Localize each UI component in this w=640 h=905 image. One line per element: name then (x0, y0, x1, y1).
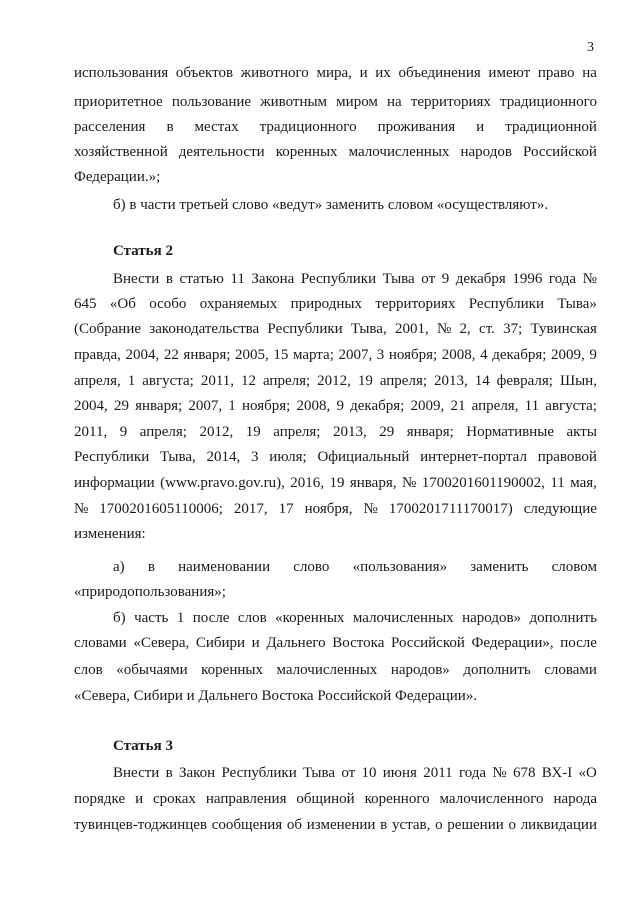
text-line: порядке и сроках направления общиной коренного малочисленного народа (74, 791, 597, 807)
section-heading: Статья 3 (113, 738, 173, 754)
text-line: № 1700201605110006; 2017, 17 ноября, № 1700201711170017) следующие (74, 501, 597, 517)
text-line: расселения в местах традиционного проживания и традиционной (74, 119, 597, 135)
text-line: 645 «Об особо охраняемых природных территориях Республики Тыва» (74, 296, 597, 312)
text-line: «природопользования»; (74, 584, 226, 600)
text-line: Федерации.»; (74, 169, 161, 185)
text-line: приоритетное пользование животным миром на территориях традиционного (74, 94, 597, 110)
text-line: Внести в Закон Республики Тыва от 10 июня 2011 года № 678 ВХ-I «О (113, 765, 597, 781)
text-line: словами «Севера, Сибири и Дальнего Востока Российской Федерации», после (74, 635, 597, 651)
text-line: информации (www.pravo.gov.ru), 2016, 19 января, № 1700201601190002, 11 мая, (74, 475, 597, 491)
text-line: б) в части третьей слово «ведут» заменить словом «осуществляют». (113, 197, 549, 213)
text-line: (Собрание законодательства Республики Тыва, 2001, № 2, ст. 37; Тувинская (74, 321, 597, 337)
text-line: Внести в статью 11 Закона Республики Тыва от 9 декабря 1996 года № (113, 271, 597, 287)
text-line: 2004, 29 января; 2007, 1 ноября; 2008, 9 декабря; 2009, 21 апреля, 11 августа; (74, 398, 597, 414)
page-number: 3 (587, 40, 594, 55)
text-line: 2011, 9 апреля; 2012, 19 апреля; 2013, 29 января; Нормативные акты (74, 424, 597, 440)
text-line: слов «обычаями коренных малочисленных народов» дополнить словами (74, 662, 597, 678)
text-line: тувинцев-тоджинцев сообщения об изменении в устав, о решении о ликвидации (74, 817, 597, 833)
text-line: апреля, 1 августа; 2011, 12 апреля; 2012, 19 апреля; 2013, 14 февраля; Шын, (74, 373, 597, 389)
text-line: изменения: (74, 526, 146, 542)
section-heading: Статья 2 (113, 243, 173, 259)
text-line: использования объектов животного мира, и их объединения имеют право на (74, 65, 597, 81)
text-line: правда, 2004, 22 января; 2005, 15 марта; 2007, 3 ноября; 2008, 4 декабря; 2009, 9 (74, 347, 597, 363)
text-line: б) часть 1 после слов «коренных малочисленных народов» дополнить (113, 610, 597, 626)
text-line: а) в наименовании слово «пользования» заменить словом (113, 559, 597, 575)
text-line: Республики Тыва, 2014, 3 июля; Официальный интернет-портал правовой (74, 449, 597, 465)
text-line: «Севера, Сибири и Дальнего Востока Российской Федерации». (74, 688, 478, 704)
text-line: хозяйственной деятельности коренных малочисленных народов Российской (74, 144, 597, 160)
